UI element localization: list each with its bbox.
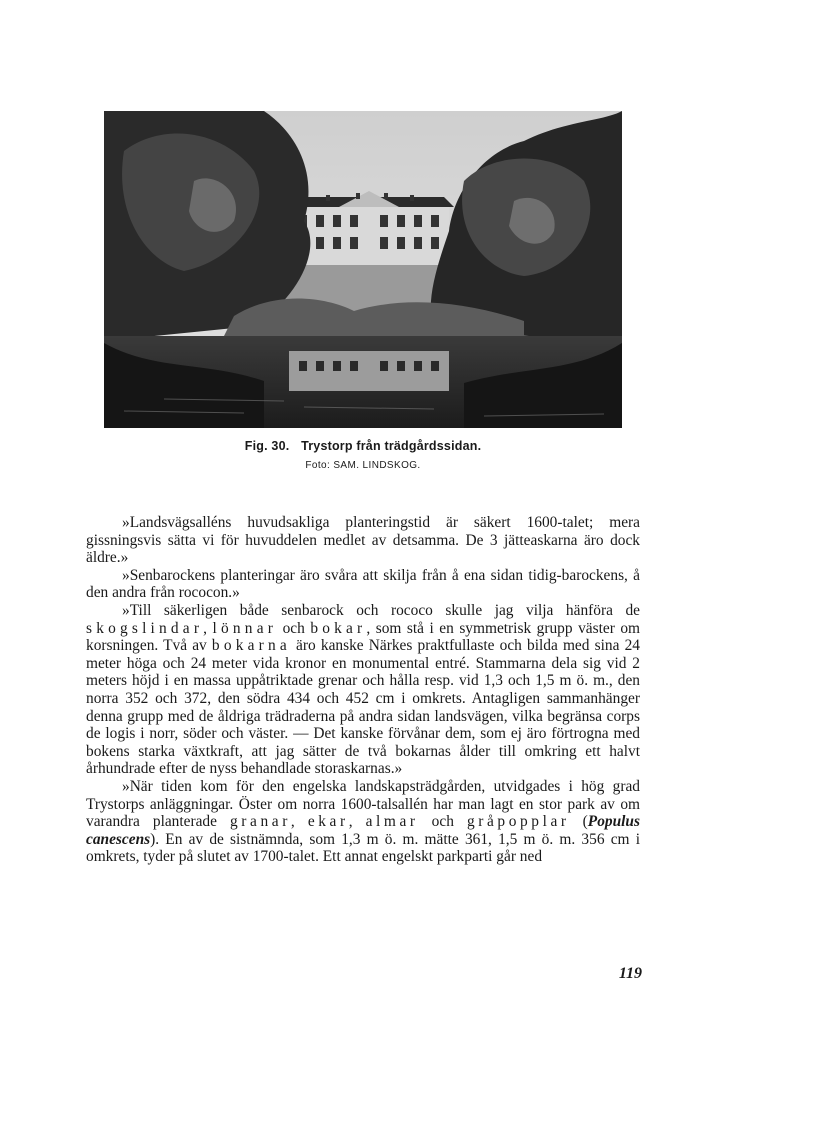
paragraph-3-text: »Till säkerligen både senbarock och rococo skulle jag vilja hänföra de	[122, 601, 640, 619]
spaced-word-granar: granar	[230, 813, 291, 831]
spaced-word-lonnar: lönnar	[212, 619, 278, 637]
paragraph-3	[86, 602, 640, 778]
paragraph-4	[86, 778, 640, 866]
page-number: 119	[618, 965, 642, 982]
figure-caption	[104, 439, 622, 453]
paragraph-2: »Senbarockens planteringar äro svåra att skilja från å ena sidan tidig-barockens, å den andra från rococon.»	[86, 566, 640, 602]
paragraph-3-text: äro kanske Närkes praktfullaste och bilda med sina 24 meter höga och 24 meter vida kronor en monumental entré. Stammarna dela sig vid 2 meters höjd i en massa uppåtriktade grenar och hålla resp. vid 1,3 och 1,5 m ö. m., den norra 352 och 372, den södra 434 och 452 cm i omkrets. Antagligen sammanhänger denna grupp med de åldriga trädraderna på andra sidan landsvägen, vilka begränsa corps de logis i norr, söder och väster. — Det kanske förvånar dem, som ej äro förtrogna med bokens starka växtkraft, att jag sätter de två bokarnas ålder till omkring ett halvt århundrade efter de nyss behandlade storaskarnas.»	[86, 637, 640, 778]
paragraph-3-text: och	[277, 619, 311, 637]
body-text	[86, 514, 640, 866]
spaced-word-almar: almar	[365, 813, 419, 831]
paragraph-3-text: , som stå i en symmetrisk grupp väster om korsningen. Två av	[86, 619, 640, 655]
spaced-word-bokarna: bokarna	[211, 637, 291, 655]
paragraph-3-text: ,	[203, 619, 213, 637]
paragraph-1: »Landsvägsalléns huvudsakliga planteringstid är säkert 1600-talet; mera gissningsvis sätta vi för huvuddelen medlet av detsamma. De 3 jätteaskarna äro dock äldre.»	[86, 514, 640, 567]
latin-name: Populus canescens	[86, 813, 640, 848]
paragraph-4-text: och	[418, 813, 467, 831]
spaced-word-ekar: ekar	[307, 813, 349, 831]
paragraph-4-text: ,	[290, 813, 308, 831]
spaced-word-grapopplar: gråpopplar	[466, 813, 570, 831]
photo-credit: Foto: SAM. LINDSKOG.	[305, 460, 421, 471]
paragraph-4-text: »När tiden kom för den engelska landskapsträdgården, utvidgades i hög grad Trystorps anläggningar. Öster om norra 1600-talsallén har man lagt en stor park av om varandra planterade	[86, 777, 640, 831]
paragraph-4-text: (	[569, 813, 588, 831]
paragraph-4-text: ). En av de sistnämnda, som 1,3 m ö. m. mätte 361, 1,5 m ö. m. 356 cm i omkrets, tyder på slutet av 1700-talet. Ett annat engelskt parkparti går ned	[86, 830, 640, 866]
manor-photo-icon	[104, 111, 622, 428]
spaced-word-bokar: bokar	[310, 619, 367, 637]
paragraph-4-text: ,	[348, 813, 366, 831]
figure-number: Fig. 30.	[244, 439, 290, 453]
figure-caption-text: Trystorp från trädgårdssidan.	[301, 439, 482, 453]
spaced-word-skogslindar: skogslindar	[86, 619, 204, 637]
